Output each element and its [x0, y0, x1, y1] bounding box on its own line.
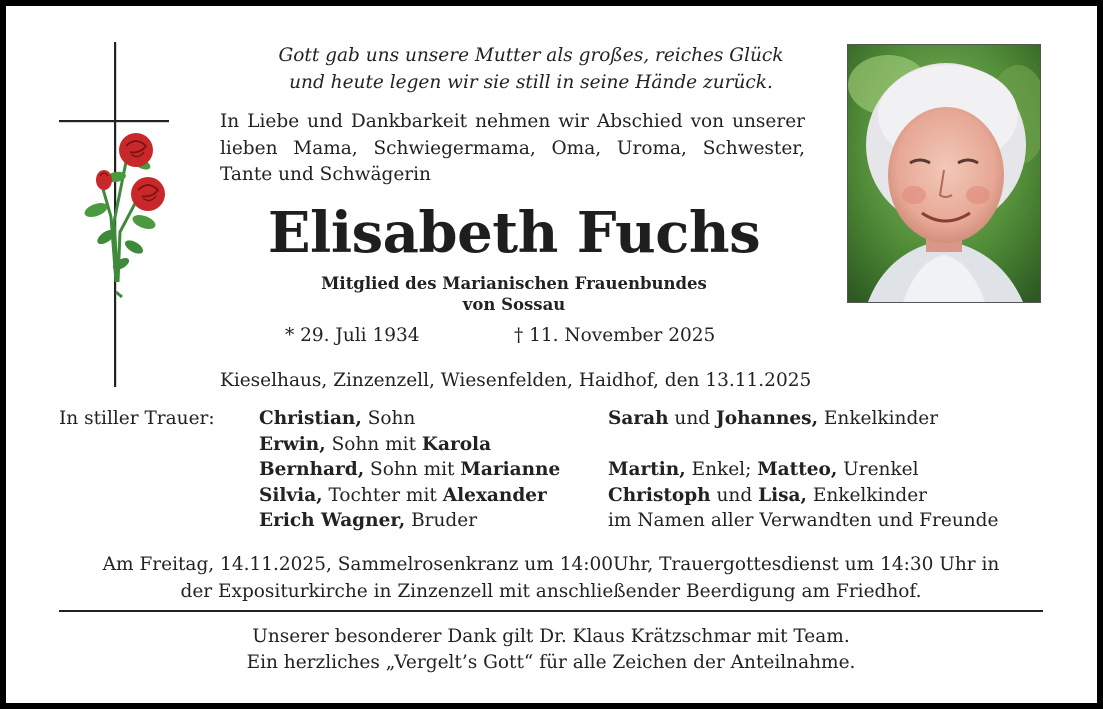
mourner-bold: Erich Wagner, [259, 510, 406, 531]
mourner-text: Sohn [361, 408, 416, 429]
intro-text: In Liebe und Dankbarkeit nehmen wir Abschied von unserer lieben Mama, Schwiegermama, Oma, Uroma, Schwester, Tante und Schwägerin [220, 111, 805, 185]
membership [214, 273, 814, 315]
mourner-bold: Christian, [259, 408, 362, 429]
membership-line-2: von Sossau [462, 295, 566, 314]
mourner-bold2: Marianne [460, 459, 561, 480]
mourner-bold: Erwin, [259, 433, 326, 455]
mourner-text2: Enkelkinder [806, 484, 928, 506]
mourner-text2: Urenkel [837, 459, 919, 480]
mourner-bold2: Karola [421, 433, 492, 455]
membership-line-1: Mitglied des Marianischen Frauenbundes [321, 274, 707, 293]
cross-with-roses-icon [56, 42, 186, 387]
mourner-bold2: Alexander [442, 484, 547, 506]
mourner-bold: Silvia, [259, 484, 323, 506]
service-line-2: der Expositurkirche in Zinzenzell mit anschließender Beerdigung am Friedhof. [180, 580, 922, 602]
mourner-row [259, 508, 560, 534]
epitaph-quote [226, 42, 836, 96]
thanks-note [106, 624, 996, 676]
service-info [56, 552, 1046, 605]
mourner-row [259, 432, 560, 458]
mourner-bold2: Matteo, [757, 459, 838, 480]
mourner-bold: Christoph [608, 484, 711, 506]
mourner-text: Enkel; [685, 459, 758, 480]
mourner-text: und [710, 484, 759, 506]
birth-date: * 29. Juli 1934 [285, 325, 420, 346]
mourner-bold: Sarah [608, 408, 669, 429]
service-line-1: Am Freitag, 14.11.2025, Sammelrosenkranz um 14:00Uhr, Trauergottesdienst um 14:30 Uhr in [102, 554, 1000, 575]
thanks-line-1: Unserer besonderer Dank gilt Dr. Klaus Krätzschmar mit Team. [252, 626, 850, 647]
mourner-text: und [668, 408, 716, 429]
mourner-bold: Bernhard, [259, 459, 365, 480]
mourner-row [608, 432, 998, 458]
quote-line-2: und heute legen wir sie still in seine Hände zurück. [289, 72, 773, 93]
mourner-bold2: Johannes, [715, 408, 819, 429]
mourner-row [608, 483, 998, 509]
mourner-text: Sohn mit [325, 433, 422, 455]
mourner-text2: Enkelkinder [818, 408, 939, 429]
thanks-line-2: Ein herzliches „Vergelt’s Gott“ für alle Zeichen der Anteilnahme. [246, 652, 856, 673]
mourner-text: Tochter mit [322, 484, 443, 506]
mourner-text: im Namen aller Verwandten und Freunde [608, 510, 999, 531]
mourner-text: Bruder [405, 510, 478, 531]
mourner-row [608, 406, 998, 432]
death-date: † 11. November 2025 [514, 325, 716, 346]
mourner-row [259, 457, 560, 483]
quote-line-1: Gott gab uns unsere Mutter als großes, reiches Glück [278, 45, 784, 66]
mourner-bold2: Lisa, [758, 484, 807, 506]
portrait-photo [847, 44, 1041, 303]
mourner-row [259, 406, 560, 432]
mourner-row [608, 457, 998, 483]
mourners-label: In stiller Trauer: [59, 408, 215, 429]
mourner-row [259, 483, 560, 509]
deceased-name: Elisabeth Fuchs [267, 200, 761, 266]
mourner-text: Sohn mit [364, 459, 461, 480]
divider [59, 610, 1043, 612]
mourner-row [608, 508, 998, 534]
obituary-notice [6, 6, 1097, 703]
mourners-left-column [259, 406, 560, 534]
mourner-bold: Martin, [608, 459, 686, 480]
mourners-right-column [608, 406, 998, 534]
place-and-date: Kieselhaus, Zinzenzell, Wiesenfelden, Haidhof, den 13.11.2025 [220, 370, 812, 391]
